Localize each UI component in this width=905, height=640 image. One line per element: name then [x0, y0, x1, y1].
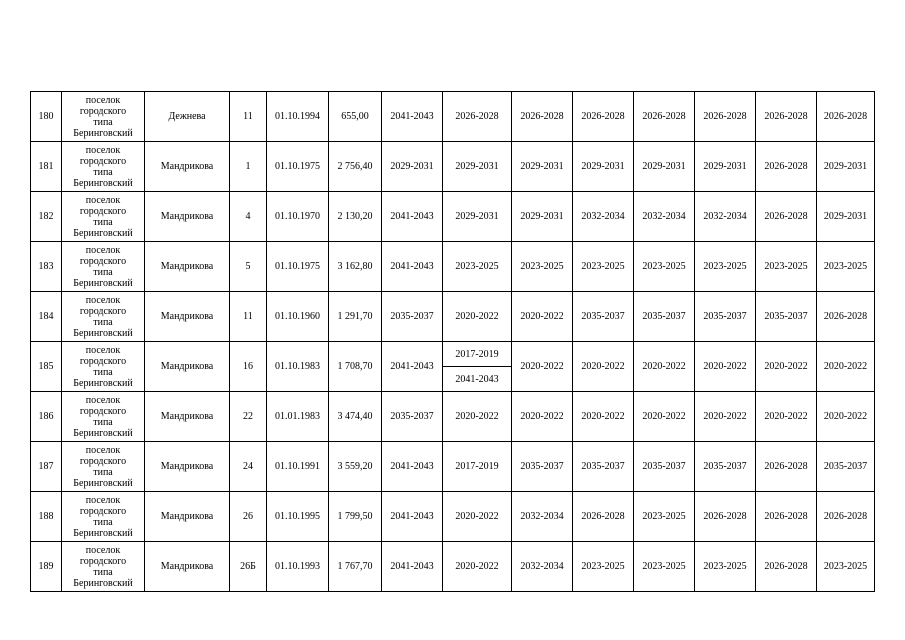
period-cell: 2029-2031: [443, 142, 512, 192]
period-cell: 2020-2022: [634, 342, 695, 392]
locality-line: поселок: [85, 494, 121, 506]
period-cell: 2020-2022: [443, 542, 512, 592]
period-cell: 2026-2028: [756, 142, 817, 192]
period-cell-split: [443, 342, 512, 392]
locality-line: типа: [93, 316, 113, 328]
locality-line: типа: [93, 416, 113, 428]
period-cell: 2020-2022: [634, 392, 695, 442]
date-cell: 01.01.1983: [267, 392, 329, 442]
period-cell: 2035-2037: [695, 292, 756, 342]
locality-line: городского: [79, 105, 127, 117]
locality-line: типа: [93, 466, 113, 478]
house-number-cell: 24: [230, 442, 267, 492]
table-row: [31, 142, 875, 192]
period-cell: 2020-2022: [443, 492, 512, 542]
locality-line: Беринговский: [73, 227, 133, 239]
period-cell: 2026-2028: [695, 92, 756, 142]
period-cell: 2029-2031: [512, 192, 573, 242]
table-row: [31, 542, 875, 592]
period-cell: 2026-2028: [443, 92, 512, 142]
area-cell: 2 756,40: [329, 142, 382, 192]
period-cell: 2026-2028: [756, 442, 817, 492]
locality-line: типа: [93, 116, 113, 128]
period-cell: 2023-2025: [573, 242, 634, 292]
house-number-cell: 16: [230, 342, 267, 392]
period-cell: 2041-2043: [382, 542, 443, 592]
street-cell: Мандрикова: [145, 342, 230, 392]
locality-line: Беринговский: [73, 327, 133, 339]
date-cell: 01.10.1970: [267, 192, 329, 242]
period-cell: 2032-2034: [695, 192, 756, 242]
locality-line: поселок: [85, 194, 121, 206]
locality-line: городского: [79, 305, 127, 317]
period-cell: 2020-2022: [512, 342, 573, 392]
locality-line: поселок: [85, 344, 121, 356]
housing-repair-table: [30, 91, 875, 592]
street-cell: Мандрикова: [145, 542, 230, 592]
locality-line: Беринговский: [73, 577, 133, 589]
date-cell: 01.10.1960: [267, 292, 329, 342]
locality-line: Беринговский: [73, 377, 133, 389]
locality-line: поселок: [85, 444, 121, 456]
locality-line: поселок: [85, 294, 121, 306]
row-number-cell: 184: [31, 292, 62, 342]
locality-line: городского: [79, 455, 127, 467]
locality-line: поселок: [85, 144, 121, 156]
table-row: [31, 492, 875, 542]
period-cell: 2026-2028: [573, 492, 634, 542]
area-cell: 1 291,70: [329, 292, 382, 342]
locality-line: городского: [79, 355, 127, 367]
area-cell: 3 474,40: [329, 392, 382, 442]
area-cell: 1 708,70: [329, 342, 382, 392]
period-cell: 2029-2031: [634, 142, 695, 192]
period-cell: 2026-2028: [573, 92, 634, 142]
period-cell: 2020-2022: [443, 292, 512, 342]
row-number-cell: 183: [31, 242, 62, 292]
row-number-cell: 182: [31, 192, 62, 242]
date-cell: 01.10.1991: [267, 442, 329, 492]
period-cell: 2032-2034: [512, 542, 573, 592]
period-cell: 2020-2022: [695, 392, 756, 442]
period-cell: 2035-2037: [756, 292, 817, 342]
period-value-bottom: 2041-2043: [455, 373, 499, 385]
locality-line: Беринговский: [73, 527, 133, 539]
period-cell: 2041-2043: [382, 342, 443, 392]
period-cell: 2041-2043: [382, 92, 443, 142]
area-cell: 655,00: [329, 92, 382, 142]
period-cell: 2020-2022: [512, 292, 573, 342]
locality-line: типа: [93, 366, 113, 378]
locality-line: типа: [93, 516, 113, 528]
date-cell: 01.10.1995: [267, 492, 329, 542]
period-cell: 2026-2028: [817, 92, 875, 142]
period-cell: 2026-2028: [695, 492, 756, 542]
period-cell: 2029-2031: [817, 142, 875, 192]
period-cell: 2026-2028: [756, 492, 817, 542]
period-cell: 2035-2037: [634, 292, 695, 342]
period-cell: 2020-2022: [573, 392, 634, 442]
period-cell: 2026-2028: [512, 92, 573, 142]
locality-line: Беринговский: [73, 177, 133, 189]
period-cell: 2020-2022: [443, 392, 512, 442]
period-cell: 2023-2025: [817, 542, 875, 592]
period-cell: 2029-2031: [573, 142, 634, 192]
period-cell: 2029-2031: [443, 192, 512, 242]
period-cell: 2023-2025: [817, 242, 875, 292]
period-cell: 2032-2034: [634, 192, 695, 242]
table-row: [31, 242, 875, 292]
period-cell: 2026-2028: [634, 92, 695, 142]
date-cell: 01.10.1975: [267, 142, 329, 192]
period-cell: 2020-2022: [573, 342, 634, 392]
house-number-cell: 4: [230, 192, 267, 242]
period-cell: 2020-2022: [756, 342, 817, 392]
period-cell: 2020-2022: [817, 392, 875, 442]
street-cell: Мандрикова: [145, 242, 230, 292]
locality-line: типа: [93, 216, 113, 228]
period-cell: 2029-2031: [817, 192, 875, 242]
row-number-cell: 181: [31, 142, 62, 192]
locality-line: городского: [79, 255, 127, 267]
table-body: [31, 92, 875, 592]
house-number-cell: 1: [230, 142, 267, 192]
period-cell: 2032-2034: [512, 492, 573, 542]
locality-cell: [62, 392, 145, 442]
period-cell: 2032-2034: [573, 192, 634, 242]
table-row: [31, 442, 875, 492]
period-cell: 2035-2037: [512, 442, 573, 492]
period-cell: 2026-2028: [817, 492, 875, 542]
street-cell: Мандрикова: [145, 292, 230, 342]
street-cell: Мандрикова: [145, 492, 230, 542]
date-cell: 01.10.1975: [267, 242, 329, 292]
locality-line: поселок: [85, 394, 121, 406]
house-number-cell: 26: [230, 492, 267, 542]
table-row: [31, 92, 875, 142]
locality-cell: [62, 442, 145, 492]
street-cell: Мандрикова: [145, 392, 230, 442]
locality-line: Беринговский: [73, 477, 133, 489]
locality-line: городского: [79, 555, 127, 567]
locality-line: Беринговский: [73, 427, 133, 439]
period-cell: 2023-2025: [695, 242, 756, 292]
date-cell: 01.10.1983: [267, 342, 329, 392]
period-cell: 2026-2028: [756, 92, 817, 142]
row-number-cell: 189: [31, 542, 62, 592]
period-cell: 2041-2043: [382, 442, 443, 492]
period-cell: 2041-2043: [382, 242, 443, 292]
locality-cell: [62, 192, 145, 242]
period-cell: 2020-2022: [695, 342, 756, 392]
period-cell: 2035-2037: [382, 392, 443, 442]
period-cell: 2041-2043: [382, 492, 443, 542]
area-cell: 3 162,80: [329, 242, 382, 292]
locality-line: типа: [93, 266, 113, 278]
locality-cell: [62, 92, 145, 142]
period-cell: 2035-2037: [695, 442, 756, 492]
period-cell: 2035-2037: [634, 442, 695, 492]
period-cell: 2020-2022: [756, 392, 817, 442]
locality-cell: [62, 492, 145, 542]
period-cell: 2035-2037: [817, 442, 875, 492]
street-cell: Мандрикова: [145, 192, 230, 242]
period-cell: 2035-2037: [382, 292, 443, 342]
locality-line: поселок: [85, 94, 121, 106]
row-number-cell: 187: [31, 442, 62, 492]
period-cell: 2023-2025: [512, 242, 573, 292]
locality-line: типа: [93, 566, 113, 578]
period-cell: 2026-2028: [756, 192, 817, 242]
period-cell: 2023-2025: [634, 242, 695, 292]
street-cell: Мандрикова: [145, 142, 230, 192]
period-cell: 2026-2028: [817, 292, 875, 342]
period-cell: 2023-2025: [634, 542, 695, 592]
table-row: [31, 342, 875, 392]
row-number-cell: 188: [31, 492, 62, 542]
locality-cell: [62, 242, 145, 292]
table-row: [31, 192, 875, 242]
house-number-cell: 26Б: [230, 542, 267, 592]
house-number-cell: 11: [230, 292, 267, 342]
locality-cell: [62, 542, 145, 592]
period-cell: 2023-2025: [443, 242, 512, 292]
period-cell: 2020-2022: [512, 392, 573, 442]
date-cell: 01.10.1993: [267, 542, 329, 592]
area-cell: 2 130,20: [329, 192, 382, 242]
area-cell: 1 799,50: [329, 492, 382, 542]
period-cell: 2035-2037: [573, 442, 634, 492]
area-cell: 1 767,70: [329, 542, 382, 592]
locality-cell: [62, 142, 145, 192]
period-cell: 2029-2031: [512, 142, 573, 192]
period-cell: 2017-2019: [443, 442, 512, 492]
locality-line: Беринговский: [73, 127, 133, 139]
period-cell: 2020-2022: [817, 342, 875, 392]
period-cell: 2023-2025: [695, 542, 756, 592]
street-cell: Мандрикова: [145, 442, 230, 492]
locality-line: городского: [79, 505, 127, 517]
period-cell: 2026-2028: [756, 542, 817, 592]
row-number-cell: 180: [31, 92, 62, 142]
area-cell: 3 559,20: [329, 442, 382, 492]
locality-line: городского: [79, 205, 127, 217]
period-cell: 2023-2025: [756, 242, 817, 292]
table-row: [31, 292, 875, 342]
period-value-top: 2017-2019: [443, 342, 511, 367]
locality-line: типа: [93, 166, 113, 178]
house-number-cell: 11: [230, 92, 267, 142]
period-cell: 2035-2037: [573, 292, 634, 342]
locality-line: городского: [79, 155, 127, 167]
locality-line: Беринговский: [73, 277, 133, 289]
date-cell: 01.10.1994: [267, 92, 329, 142]
period-cell: 2023-2025: [634, 492, 695, 542]
locality-line: поселок: [85, 244, 121, 256]
locality-cell: [62, 342, 145, 392]
row-number-cell: 186: [31, 392, 62, 442]
locality-cell: [62, 292, 145, 342]
period-cell: 2041-2043: [382, 192, 443, 242]
locality-line: поселок: [85, 544, 121, 556]
row-number-cell: 185: [31, 342, 62, 392]
street-cell: Дежнева: [145, 92, 230, 142]
table-row: [31, 392, 875, 442]
period-cell: 2023-2025: [573, 542, 634, 592]
locality-line: городского: [79, 405, 127, 417]
house-number-cell: 5: [230, 242, 267, 292]
period-cell: 2029-2031: [382, 142, 443, 192]
period-cell: 2029-2031: [695, 142, 756, 192]
house-number-cell: 22: [230, 392, 267, 442]
